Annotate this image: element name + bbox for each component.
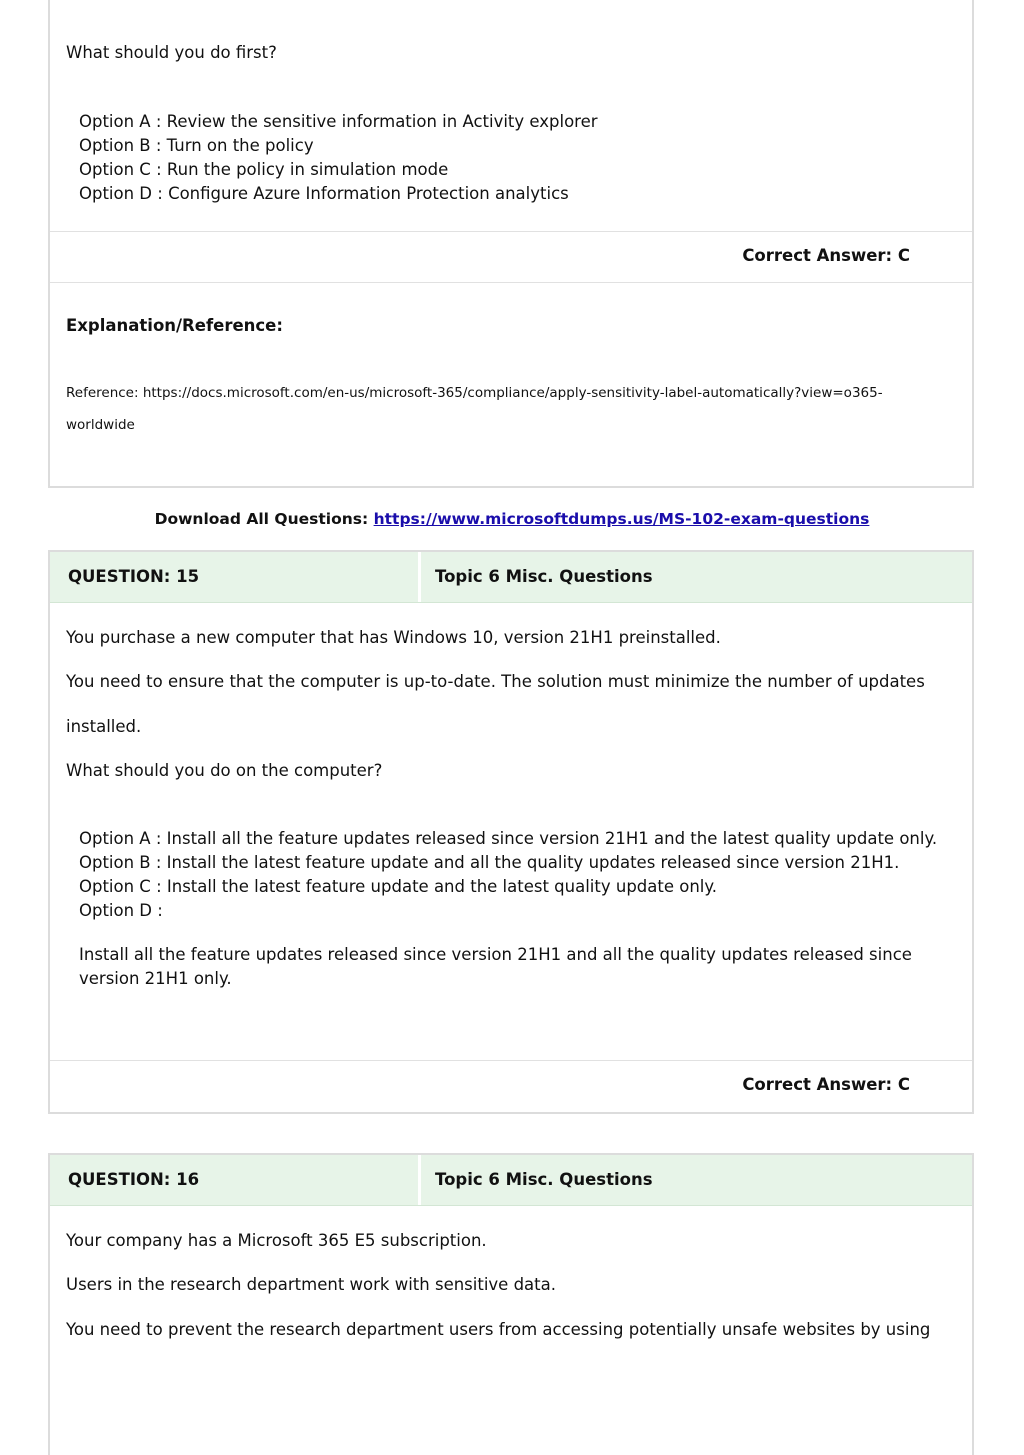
correct-answer: Correct Answer: C — [742, 246, 910, 265]
question-card-15 — [48, 550, 974, 1114]
correct-answer: Correct Answer: C — [742, 1075, 910, 1094]
reference-text-continued: worldwide — [66, 417, 135, 433]
option-a: Option A : Install all the feature updates released since version 21H1 and the latest quality update only. — [79, 829, 938, 848]
option-d: Option D : Configure Azure Information Protection analytics — [79, 184, 569, 203]
option-b: Option B : Install the latest feature update and all the quality updates released since version 21H1. — [79, 853, 900, 872]
header-divider — [418, 552, 421, 602]
option-c: Option C : Install the latest feature update and the latest quality update only. — [79, 877, 718, 896]
question-header — [50, 1155, 972, 1206]
question-text: Your company has a Microsoft 365 E5 subscription. — [66, 1231, 487, 1250]
question-text: You need to prevent the research department users from accessing potentially unsafe websites by using — [66, 1320, 931, 1339]
question-topic: Topic 6 Misc. Questions — [435, 567, 653, 586]
previous-question-card — [48, 0, 974, 488]
option-c: Option C : Run the policy in simulation mode — [79, 160, 449, 179]
question-text: You need to ensure that the computer is up-to-date. The solution must minimize the number of updates — [66, 672, 925, 691]
divider — [50, 231, 972, 232]
question-number: QUESTION: 15 — [68, 567, 200, 586]
download-line — [0, 508, 1024, 530]
question-card-16 — [48, 1153, 974, 1455]
reference-text: Reference: https://docs.microsoft.com/en-us/microsoft-365/compliance/apply-sensitivity-label-automatically?view=o365- — [66, 385, 883, 401]
download-link[interactable]: https://www.microsoftdumps.us/MS-102-exam-questions — [373, 510, 870, 528]
option-b: Option B : Turn on the policy — [79, 136, 314, 155]
question-topic: Topic 6 Misc. Questions — [435, 1170, 653, 1189]
question-text: Users in the research department work with sensitive data. — [66, 1275, 556, 1294]
question-header — [50, 552, 972, 603]
divider — [50, 1060, 972, 1061]
download-label: Download All Questions: — [154, 510, 369, 528]
option-d: Option D : — [79, 901, 163, 920]
question-text: You purchase a new computer that has Windows 10, version 21H1 preinstalled. — [66, 628, 721, 647]
question-prompt: What should you do on the computer? — [66, 761, 383, 780]
option-d-text-continued: version 21H1 only. — [79, 969, 232, 988]
explanation-heading: Explanation/Reference: — [66, 316, 283, 335]
header-divider — [418, 1155, 421, 1205]
question-text: installed. — [66, 717, 142, 736]
option-a: Option A : Review the sensitive information in Activity explorer — [79, 112, 598, 131]
divider — [50, 282, 972, 283]
option-d-text: Install all the feature updates released since version 21H1 and all the quality updates released since — [79, 945, 912, 964]
question-number: QUESTION: 16 — [68, 1170, 200, 1189]
question-prompt: What should you do first? — [66, 43, 277, 62]
